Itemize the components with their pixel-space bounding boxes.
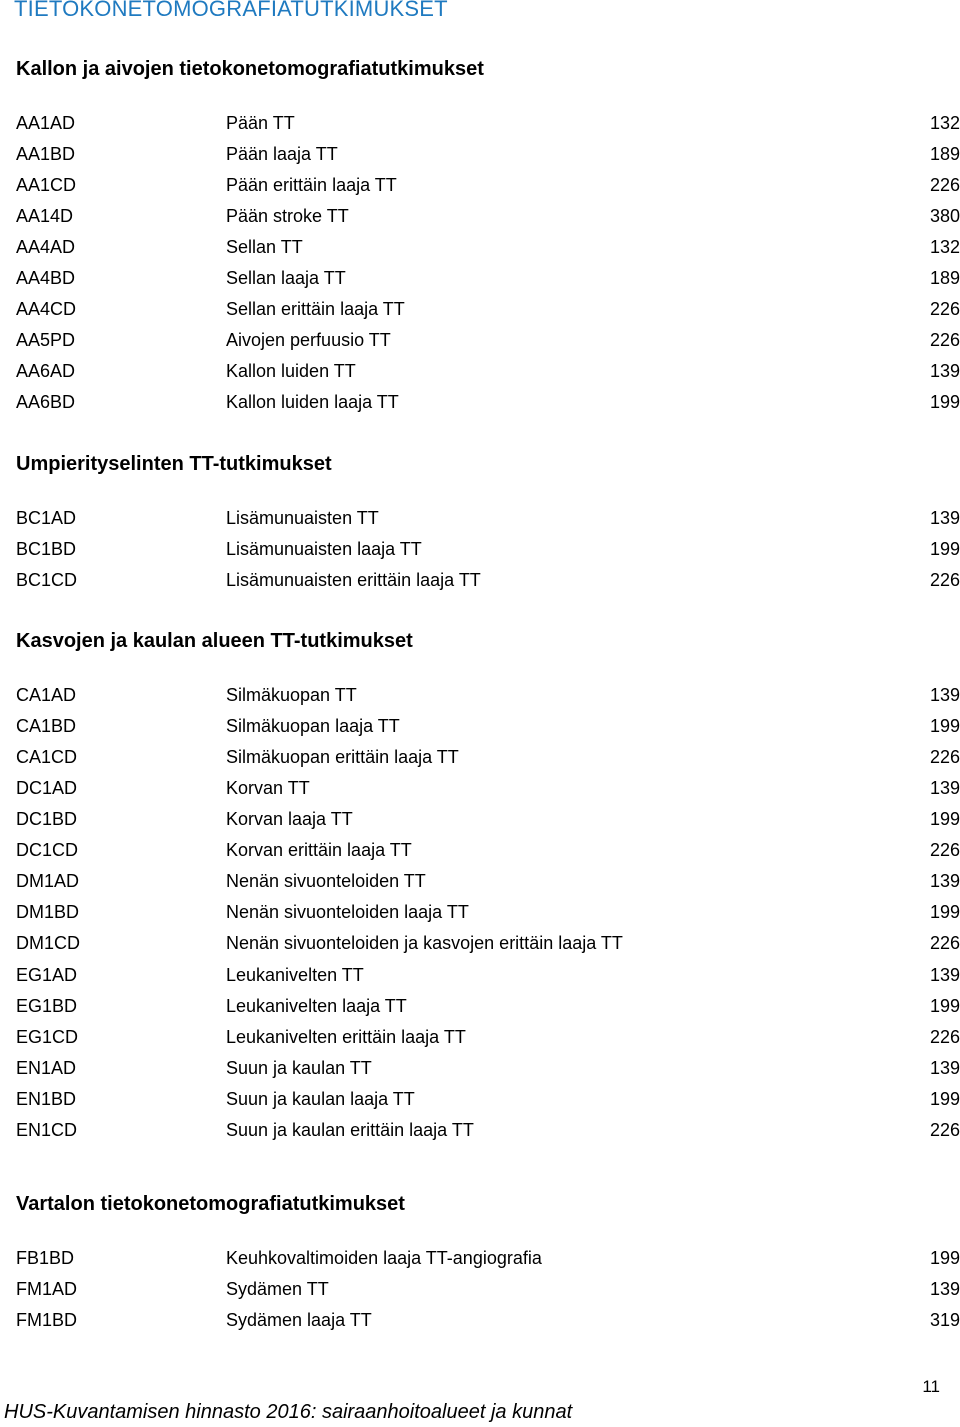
section-heading: Kallon ja aivojen tietokonetomografiatutkimukset — [16, 58, 484, 80]
procedure-description: Silmäkuopan TT — [226, 685, 357, 705]
procedure-description: Korvan TT — [226, 778, 310, 799]
procedure-description: Nenän sivuonteloiden ja kasvojen erittäin laaja TT — [226, 933, 623, 954]
section-heading: Umpierityselinten TT-tutkimukset — [16, 453, 332, 475]
table-row — [16, 537, 960, 561]
procedure-description: Lisämunuaisten laaja TT — [226, 539, 422, 559]
procedure-code: DM1AD — [16, 871, 80, 892]
procedure-code: AA4BD — [16, 268, 76, 289]
procedure-code: EN1BD — [16, 1088, 77, 1109]
procedure-price: 139 — [929, 964, 960, 985]
procedure-price: 226 — [929, 330, 960, 351]
procedure-description: Silmäkuopan erittäin laaja TT — [226, 747, 459, 768]
procedure-description: Lisämunuaisten erittäin laaja TT — [226, 570, 481, 591]
procedure-code: CA1CD — [16, 747, 78, 768]
procedure-description: Leukanivelten TT — [226, 964, 364, 985]
procedure-price: 189 — [929, 268, 960, 289]
procedure-code: BC1AD — [16, 508, 77, 528]
procedure-price: 319 — [929, 1310, 960, 1331]
procedure-price: 199 — [929, 539, 960, 559]
table-row — [16, 1118, 960, 1142]
table-row — [16, 869, 960, 893]
table-row — [16, 235, 960, 259]
procedure-price: 226 — [929, 747, 960, 768]
procedure-price: 139 — [929, 685, 960, 705]
procedure-code: AA4AD — [16, 237, 76, 258]
procedure-price: 139 — [929, 1057, 960, 1078]
procedure-price: 199 — [929, 392, 960, 413]
table-row — [16, 1308, 960, 1332]
procedure-description: Nenän sivuonteloiden TT — [226, 871, 426, 892]
page-number: 11 — [922, 1377, 940, 1396]
procedure-price: 199 — [929, 1088, 960, 1109]
procedure-price: 139 — [929, 361, 960, 382]
procedure-code: EG1AD — [16, 964, 78, 985]
table-row — [16, 266, 960, 290]
table-row — [16, 359, 960, 383]
procedure-code: DC1CD — [16, 840, 79, 861]
table-row — [16, 142, 960, 166]
procedure-code: AA14D — [16, 206, 74, 227]
procedure-price: 139 — [929, 778, 960, 799]
procedure-code: AA6BD — [16, 392, 76, 413]
procedure-code: DC1BD — [16, 809, 78, 830]
table-row — [16, 776, 960, 800]
procedure-description: Keuhkovaltimoiden laaja TT-angiografia — [226, 1248, 542, 1268]
procedure-price: 189 — [929, 144, 960, 165]
procedure-price: 132 — [929, 113, 960, 133]
procedure-description: Suun ja kaulan laaja TT — [226, 1088, 415, 1109]
procedure-price: 132 — [929, 237, 960, 258]
table-row — [16, 683, 960, 707]
procedure-description: Pään erittäin laaja TT — [226, 175, 397, 196]
table-row — [16, 568, 960, 592]
procedure-description: Lisämunuaisten TT — [226, 508, 379, 528]
table-row — [16, 807, 960, 831]
procedure-code: CA1BD — [16, 716, 77, 736]
procedure-code: BC1CD — [16, 570, 78, 591]
procedure-price: 380 — [929, 206, 960, 227]
procedure-description: Suun ja kaulan TT — [226, 1057, 372, 1078]
procedure-price: 139 — [929, 508, 960, 528]
procedure-description: Sydämen TT — [226, 1279, 329, 1299]
table-row — [16, 1087, 960, 1111]
table-row — [16, 111, 960, 135]
table-row — [16, 994, 960, 1018]
procedure-code: AA4CD — [16, 299, 77, 320]
procedure-description: Sellan erittäin laaja TT — [226, 299, 405, 320]
table-row — [16, 506, 960, 530]
procedure-description: Suun ja kaulan erittäin laaja TT — [226, 1119, 474, 1140]
table-row — [16, 1277, 960, 1301]
procedure-code: FB1BD — [16, 1248, 75, 1268]
procedure-code: AA1BD — [16, 144, 76, 165]
procedure-description: Leukanivelten erittäin laaja TT — [226, 1026, 466, 1047]
table-row — [16, 297, 960, 321]
procedure-code: AA6AD — [16, 361, 76, 382]
procedure-description: Kallon luiden TT — [226, 361, 356, 382]
procedure-description: Pään stroke TT — [226, 206, 349, 227]
procedure-description: Silmäkuopan laaja TT — [226, 716, 400, 736]
procedure-code: AA1CD — [16, 175, 77, 196]
table-row — [16, 838, 960, 862]
table-row — [16, 963, 960, 987]
procedure-price: 226 — [929, 175, 960, 196]
procedure-code: EN1AD — [16, 1057, 77, 1078]
procedure-description: Pään TT — [226, 113, 295, 133]
table-row — [16, 204, 960, 228]
procedure-price: 226 — [929, 840, 960, 861]
table-row — [16, 1056, 960, 1080]
procedure-description: Sellan laaja TT — [226, 268, 346, 289]
procedure-description: Leukanivelten laaja TT — [226, 995, 407, 1016]
procedure-code: DC1AD — [16, 778, 78, 799]
procedure-price: 199 — [929, 809, 960, 830]
procedure-price: 226 — [929, 1119, 960, 1140]
procedure-price: 226 — [929, 299, 960, 320]
table-row — [16, 173, 960, 197]
table-row — [16, 328, 960, 352]
table-row — [16, 1246, 960, 1270]
procedure-code: EG1CD — [16, 1026, 79, 1047]
procedure-code: FM1AD — [16, 1279, 78, 1299]
procedure-code: EG1BD — [16, 995, 78, 1016]
procedure-code: DM1BD — [16, 902, 80, 923]
page-title: TIETOKONETOMOGRAFIATUTKIMUKSET — [14, 0, 448, 21]
procedure-code: DM1CD — [16, 933, 81, 954]
procedure-code: EN1CD — [16, 1119, 78, 1140]
procedure-code: FM1BD — [16, 1310, 78, 1331]
procedure-description: Sydämen laaja TT — [226, 1310, 372, 1331]
procedure-description: Nenän sivuonteloiden laaja TT — [226, 902, 469, 923]
procedure-code: AA1AD — [16, 113, 76, 133]
procedure-price: 226 — [929, 570, 960, 591]
table-row — [16, 1025, 960, 1049]
section-heading: Kasvojen ja kaulan alueen TT-tutkimukset — [16, 630, 413, 652]
procedure-code: BC1BD — [16, 539, 77, 559]
table-row — [16, 390, 960, 414]
procedure-price: 139 — [929, 1279, 960, 1299]
procedure-description: Sellan TT — [226, 237, 303, 258]
procedure-description: Korvan laaja TT — [226, 809, 353, 830]
table-row — [16, 745, 960, 769]
procedure-description: Pään laaja TT — [226, 144, 338, 165]
procedure-code: AA5PD — [16, 330, 76, 351]
table-row — [16, 931, 960, 955]
footer-text: HUS-Kuvantamisen hinnasto 2016: sairaanhoitoalueet ja kunnat — [4, 1401, 573, 1423]
procedure-description: Korvan erittäin laaja TT — [226, 840, 412, 861]
table-row — [16, 714, 960, 738]
procedure-price: 199 — [929, 716, 960, 736]
procedure-description: Aivojen perfuusio TT — [226, 330, 391, 351]
section-heading: Vartalon tietokonetomografiatutkimukset — [16, 1193, 405, 1215]
procedure-price: 226 — [929, 1026, 960, 1047]
procedure-code: CA1AD — [16, 685, 77, 705]
procedure-price: 199 — [929, 1248, 960, 1268]
procedure-price: 226 — [929, 933, 960, 954]
procedure-price: 199 — [929, 995, 960, 1016]
procedure-price: 199 — [929, 902, 960, 923]
procedure-description: Kallon luiden laaja TT — [226, 392, 399, 413]
table-row — [16, 900, 960, 924]
procedure-price: 139 — [929, 871, 960, 892]
